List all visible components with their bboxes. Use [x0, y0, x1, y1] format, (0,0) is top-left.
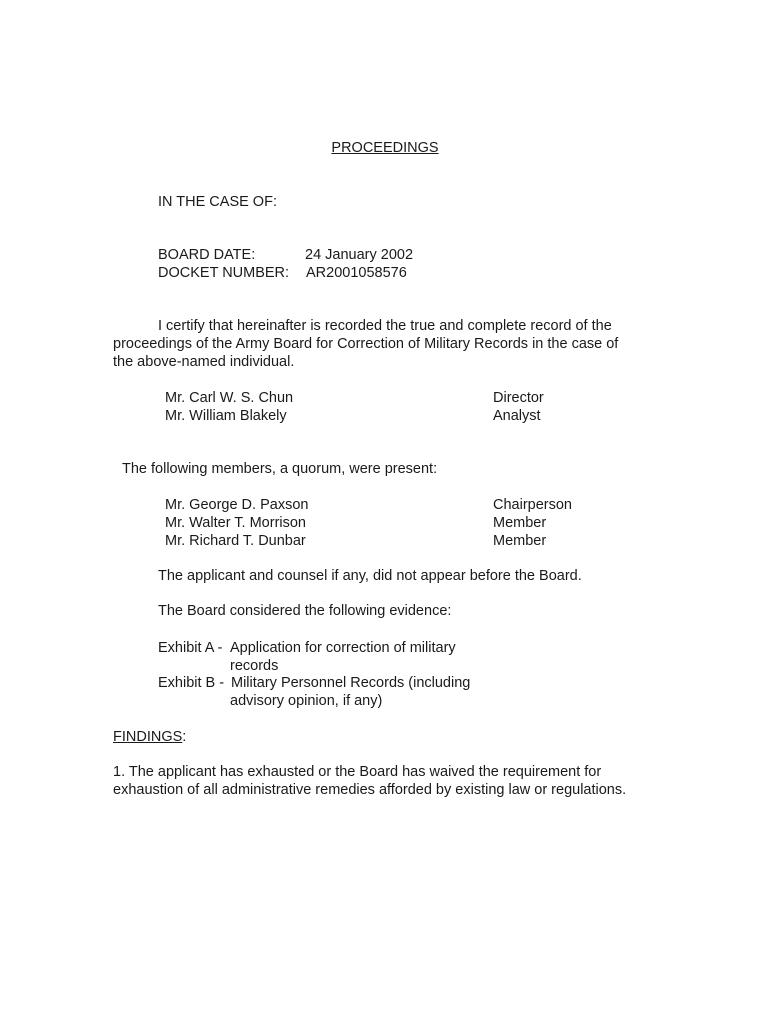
- case-label: IN THE CASE OF:: [158, 194, 277, 210]
- member-name-chairperson: Mr. George D. Paxson: [165, 497, 309, 513]
- board-date-value: 24 January 2002: [305, 247, 414, 263]
- exhibit-b-description: Military Personnel Records (including: [231, 675, 471, 691]
- docket-number-value: AR2001058576: [306, 265, 407, 281]
- certification-line: I certify that hereinafter is recorded the true and complete record of the: [158, 318, 612, 334]
- findings-heading: [113, 728, 186, 746]
- certification-line: proceedings of the Army Board for Correction of Military Records in the case of: [113, 336, 619, 352]
- member-role: Member: [493, 515, 547, 531]
- findings-heading-text: FINDINGS: [113, 729, 183, 745]
- finding-1-line: 1. The applicant has exhausted or the Board has waived the requirement for: [113, 764, 602, 780]
- findings-heading-colon: :: [182, 729, 187, 745]
- exhibit-b-description: advisory opinion, if any): [230, 693, 383, 709]
- exhibit-b-label: Exhibit B -: [158, 675, 225, 691]
- staff-role-director: Director: [493, 390, 544, 406]
- page-title: PROCEEDINGS: [331, 140, 439, 156]
- staff-role-analyst: Analyst: [493, 408, 541, 424]
- staff-name-analyst: Mr. William Blakely: [165, 408, 287, 424]
- exhibit-a-description: Application for correction of military: [230, 640, 456, 656]
- certification-line: the above-named individual.: [113, 354, 295, 370]
- exhibit-a-label: Exhibit A -: [158, 640, 223, 656]
- exhibit-a-description: records: [230, 658, 279, 674]
- member-name: Mr. Richard T. Dunbar: [165, 533, 306, 549]
- member-name: Mr. Walter T. Morrison: [165, 515, 306, 531]
- docket-number-label: DOCKET NUMBER:: [158, 265, 290, 281]
- appearance-text: The applicant and counsel if any, did not appear before the Board.: [158, 568, 582, 584]
- member-role: Member: [493, 533, 547, 549]
- quorum-text: The following members, a quorum, were present:: [122, 461, 438, 477]
- evidence-intro: The Board considered the following evidence:: [158, 603, 452, 619]
- finding-1-line: exhaustion of all administrative remedies afforded by existing law or regulations.: [113, 782, 627, 798]
- staff-name-director: Mr. Carl W. S. Chun: [165, 390, 294, 406]
- member-role-chairperson: Chairperson: [493, 497, 572, 513]
- board-date-label: BOARD DATE:: [158, 247, 256, 263]
